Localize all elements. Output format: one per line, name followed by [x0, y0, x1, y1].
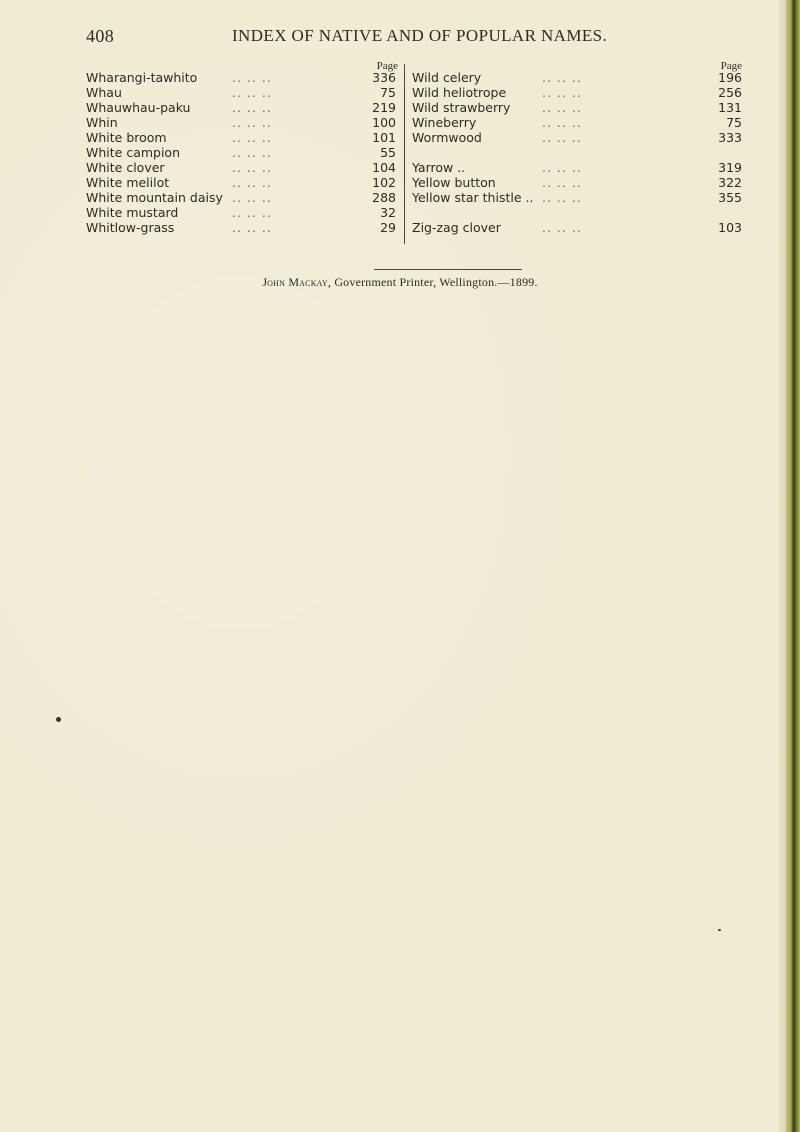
- entry-name: White broom: [86, 130, 167, 145]
- index-entry: [86, 190, 402, 205]
- index-entry: [86, 160, 402, 175]
- dot-leaders: .. .. ..: [232, 145, 272, 160]
- entry-page: 336: [372, 70, 396, 85]
- entry-page: 288: [372, 190, 396, 205]
- entry-page: 219: [372, 100, 396, 115]
- dot-leaders: .. .. ..: [232, 175, 272, 190]
- entry-name: Whitlow-grass: [86, 220, 175, 235]
- entry-page: 100: [372, 115, 396, 130]
- index-entry: [412, 220, 742, 235]
- index-entry: [412, 160, 742, 175]
- entry-page: 256: [718, 85, 742, 100]
- dot-leaders: .. .. ..: [542, 220, 582, 235]
- index-entry: [86, 205, 402, 220]
- dot-leaders: .. .. ..: [542, 70, 582, 85]
- entry-page: 75: [380, 85, 396, 100]
- entry-page: 333: [718, 130, 742, 145]
- dot-leaders: .. .. ..: [232, 70, 272, 85]
- entry-name: Wild heliotrope: [412, 85, 507, 100]
- index-entry: [412, 175, 742, 190]
- index-entry: [412, 100, 742, 115]
- entry-page: 322: [718, 175, 742, 190]
- entry-name: Wharangi-tawhito: [86, 70, 198, 85]
- index-entry: [86, 220, 402, 235]
- entry-page: 75: [726, 115, 742, 130]
- entry-name: Yellow star thistle ..: [412, 190, 534, 205]
- index-rows-left: [86, 70, 402, 235]
- index-entry: [412, 130, 742, 145]
- dot-leaders: .. .. ..: [232, 115, 272, 130]
- entry-page: 32: [380, 205, 396, 220]
- index-table: [86, 60, 742, 260]
- entry-page: 55: [380, 145, 396, 160]
- entry-name: White campion: [86, 145, 181, 160]
- entry-name: Whin: [86, 115, 118, 130]
- ink-speck: [56, 717, 61, 722]
- index-entry: [412, 115, 742, 130]
- page-number: 408: [86, 26, 115, 46]
- entry-page: 319: [718, 160, 742, 175]
- entry-page: 104: [372, 160, 396, 175]
- entry-name: White mustard: [86, 205, 179, 220]
- index-entry: [412, 190, 742, 205]
- entry-name: Whauwhau-paku: [86, 100, 191, 115]
- entry-name: Zig-zag clover: [412, 220, 501, 235]
- imprint-rule: [374, 269, 522, 270]
- dot-leaders: .. .. ..: [232, 100, 272, 115]
- printer-details: Government Printer, Wellington.—1899.: [334, 275, 538, 289]
- ink-speck: [718, 929, 721, 931]
- entry-name: Yarrow ..: [412, 160, 466, 175]
- index-entry: [86, 100, 402, 115]
- dot-leaders: .. .. ..: [232, 160, 272, 175]
- entry-page: 355: [718, 190, 742, 205]
- dot-leaders: .. .. ..: [232, 130, 272, 145]
- entry-name: Yellow button: [412, 175, 496, 190]
- page-column-label: Page: [720, 60, 742, 72]
- entry-page: 101: [372, 130, 396, 145]
- index-entry: [86, 175, 402, 190]
- dot-leaders: .. .. ..: [542, 160, 582, 175]
- entry-page: 196: [718, 70, 742, 85]
- page-column-label: Page: [376, 60, 398, 72]
- index-entry: [412, 70, 742, 85]
- index-entry: [86, 130, 402, 145]
- dot-leaders: .. .. ..: [542, 190, 582, 205]
- dot-leaders: .. .. ..: [542, 115, 582, 130]
- dot-leaders: .. .. ..: [542, 130, 582, 145]
- entry-name: Wild strawberry: [412, 100, 511, 115]
- index-entry: [86, 145, 402, 160]
- page-edge-shadow: [776, 0, 786, 1132]
- entry-name: White mountain daisy: [86, 190, 223, 205]
- entry-name: White clover: [86, 160, 165, 175]
- index-entry: [86, 70, 402, 85]
- dot-leaders: .. .. ..: [542, 85, 582, 100]
- entry-name: Wild celery: [412, 70, 482, 85]
- entry-name: Whau: [86, 85, 122, 100]
- index-entry: [86, 115, 402, 130]
- entry-name: White melilot: [86, 175, 170, 190]
- page-header: [86, 26, 726, 50]
- entry-page: 102: [372, 175, 396, 190]
- column-divider: [404, 64, 405, 244]
- dot-leaders: .. .. ..: [232, 220, 272, 235]
- entry-page: 103: [718, 220, 742, 235]
- entry-page: 29: [380, 220, 396, 235]
- dot-leaders: .. .. ..: [232, 85, 272, 100]
- dot-leaders: .. .. ..: [542, 175, 582, 190]
- index-rows-right: [412, 70, 742, 235]
- book-edge: [786, 0, 800, 1132]
- printer-imprint: [0, 275, 800, 290]
- dot-leaders: .. .. ..: [542, 100, 582, 115]
- dot-leaders: .. .. ..: [232, 190, 272, 205]
- entry-page: 131: [718, 100, 742, 115]
- entry-name: Wormwood: [412, 130, 482, 145]
- running-title: INDEX OF NATIVE AND OF POPULAR NAMES.: [232, 26, 608, 45]
- printer-name: John Mackay,: [262, 275, 332, 289]
- dot-leaders: .. .. ..: [232, 205, 272, 220]
- index-entry: [86, 85, 402, 100]
- entry-name: Wineberry: [412, 115, 477, 130]
- index-entry: [412, 85, 742, 100]
